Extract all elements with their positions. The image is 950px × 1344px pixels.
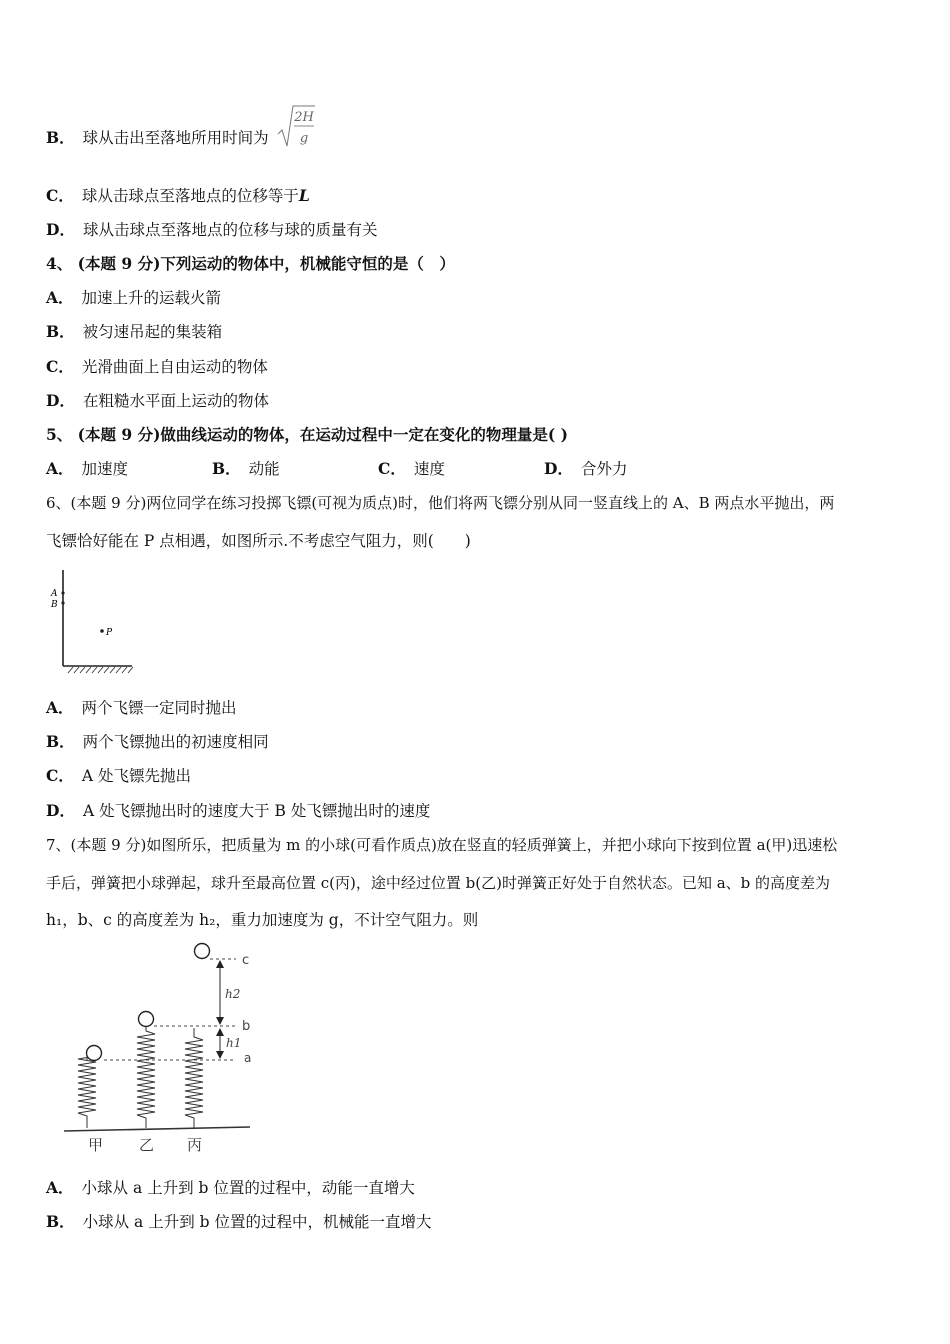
option-text: 球从击出至落地所用时间为 <box>82 129 269 147</box>
label-h1: h1 <box>226 1036 242 1050</box>
q5-option-c <box>378 459 544 479</box>
label-jia: 甲 <box>88 1136 104 1154</box>
option-label: C． <box>46 357 74 376</box>
point-p <box>100 629 104 633</box>
q6-figure <box>48 566 138 678</box>
q3-option-d <box>46 220 377 240</box>
option-label: A． <box>46 1178 74 1197</box>
option-text: 光滑曲面上自由运动的物体 <box>81 358 268 376</box>
option-label: C． <box>46 766 74 785</box>
q5-stem: 5、 (本题 9 分)做曲线运动的物体，在运动过程中一定在变化的物理量是( ) <box>46 425 568 444</box>
sqrt-fraction-formula <box>276 104 316 150</box>
q6-option-c <box>46 766 191 786</box>
option-text: 两个飞镖抛出的初速度相同 <box>82 733 269 751</box>
q7-stem-line3: h₁，b、c 的高度差为 h₂，重力加速度为 g，不计空气阻力。则 <box>46 911 479 929</box>
option-text: 被匀速吊起的集装箱 <box>82 323 223 341</box>
option-text: 在粗糙水平面上运动的物体 <box>82 392 269 410</box>
option-label: A． <box>46 288 74 307</box>
option-label: B． <box>46 732 75 751</box>
option-text: 加速上升的运载火箭 <box>81 289 222 307</box>
option-label: C． <box>378 459 406 478</box>
option-label: B． <box>46 128 75 147</box>
option-text: A 处飞镖抛出时的速度大于 B 处飞镖抛出时的速度 <box>82 802 431 820</box>
q4-option-a <box>46 288 221 308</box>
option-text: 小球从 a 上升到 b 位置的过程中，机械能一直增大 <box>82 1213 432 1231</box>
option-text: A 处飞镖先抛出 <box>81 767 191 785</box>
q6-option-d <box>46 801 430 821</box>
option-text: 动能 <box>248 460 280 478</box>
label-yi: 乙 <box>139 1136 155 1154</box>
q7-option-b <box>46 1212 431 1232</box>
q3-option-b <box>46 128 269 148</box>
label-h2: h2 <box>225 987 241 1001</box>
option-label: A． <box>46 459 74 478</box>
q5-option-b <box>212 459 378 479</box>
q3-option-c <box>46 186 310 206</box>
fraction-numerator: 2H <box>294 110 314 125</box>
option-label: D． <box>46 801 75 820</box>
q4-option-b <box>46 322 222 342</box>
label-c: c <box>242 953 250 968</box>
option-text: 球从击球点至落地点的位移与球的质量有关 <box>82 221 378 239</box>
option-label: C． <box>46 186 74 205</box>
q7-stem-line2: 手后，弹簧把小球弹起，球升至最高位置 c(丙)，途中经过位置 b(乙)时弹簧正好处于自然状态。已知 a、b 的高度差为 <box>46 874 831 892</box>
q6-stem-line1: 6、(本题 9 分)两位同学在练习投掷飞镖(可视为质点)时，他们将两飞镖分别从同一竖直线上的 A、B 两点水平抛出，两 <box>46 494 835 512</box>
option-label: A． <box>46 698 74 717</box>
option-text: 加速度 <box>81 460 129 478</box>
q7-spring-figure <box>60 938 260 1156</box>
option-label: B． <box>46 322 75 341</box>
q4-stem: 4、 (本题 9 分)下列运动的物体中，机械能守恒的是（ ） <box>46 254 455 273</box>
q7-option-a <box>46 1178 415 1198</box>
option-label: B． <box>46 1212 75 1231</box>
variable-l: L <box>298 186 310 205</box>
label-b: b <box>242 1019 251 1034</box>
option-text: 速度 <box>413 460 445 478</box>
option-label: B． <box>212 459 241 478</box>
option-text: 合外力 <box>580 460 628 478</box>
q5-option-a <box>46 459 212 479</box>
option-label: D． <box>544 459 573 478</box>
option-label: D． <box>46 391 75 410</box>
q6-option-a <box>46 698 237 718</box>
option-text: 小球从 a 上升到 b 位置的过程中，动能一直增大 <box>81 1179 415 1197</box>
option-label: D． <box>46 220 75 239</box>
q7-stem-line1: 7、(本题 9 分)如图所乐，把质量为 m 的小球(可看作质点)放在竖直的轻质弹簧上，并把小球向下按到位置 a(甲)迅速松 <box>46 836 838 854</box>
label-a: a <box>244 1051 252 1065</box>
q4-option-d <box>46 391 269 411</box>
label-bing: 丙 <box>187 1136 203 1154</box>
q4-option-c <box>46 357 268 377</box>
fraction-denominator: g <box>299 131 309 146</box>
q6-stem-line2: 飞镖恰好能在 P 点相遇，如图所示.不考虑空气阻力，则( ) <box>46 532 471 550</box>
q6-option-b <box>46 732 269 752</box>
q5-option-d <box>544 459 710 479</box>
label-a: A <box>51 589 58 599</box>
label-b: B <box>51 600 58 610</box>
option-text: 球从击球点至落地点的位移等于 <box>81 187 299 205</box>
option-text: 两个飞镖一定同时抛出 <box>81 699 237 717</box>
label-p: P <box>106 628 113 638</box>
q5-options-row <box>46 459 710 479</box>
